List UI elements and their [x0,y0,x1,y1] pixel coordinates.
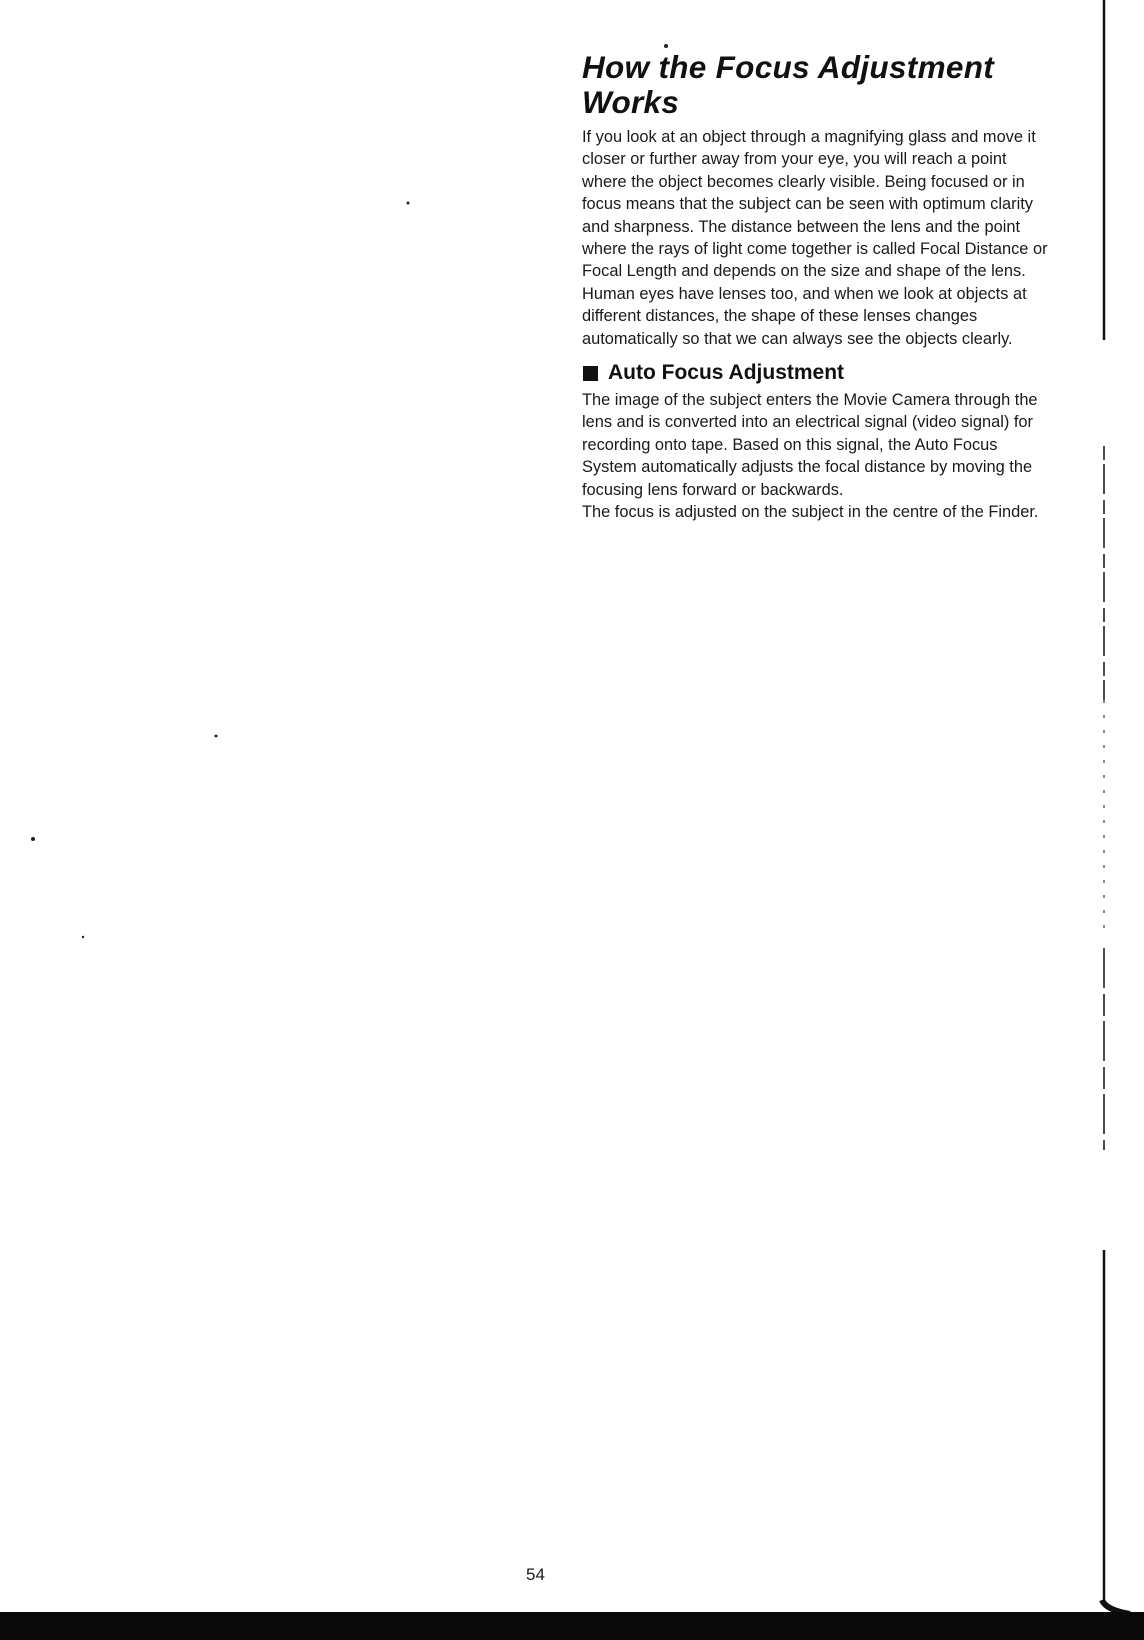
dust-specks [31,44,668,938]
section-heading [582,360,1052,386]
binding-edge-lines [1102,0,1130,1614]
section-paragraph: The focus is adjusted on the subject in the centre of the Finder. [582,503,1039,522]
scan-bottom-edge [0,1612,1144,1640]
page-title: How the Focus Adjustment Works [582,49,995,120]
page-number: 54 [526,1565,545,1584]
square-bullet-icon [583,366,598,381]
intro-paragraph: If you look at an object through a magnifying glass and move it closer or further away from your eye, you will reach a point where the object becomes clearly visible. Being focused or in focus means that the subject can be seen with optimum clarity and sharpness. The distance between the lens and the point where the rays of light come together is called Focal Distance or Focal Length and depends on the size and shape of the lens. [582,128,1048,281]
section-paragraph: The image of the subject enters the Movie Camera through the lens and is converted into an electrical signal (video signal) for recording onto tape. Based on this signal, the Auto Focus System automatically adjusts the focal distance by moving the focusing lens forward or backwards. [582,391,1038,499]
section-text [582,389,1052,523]
section-heading-label: Auto Focus Adjustment [608,361,845,385]
content-column [582,50,1052,524]
intro-text [582,126,1052,350]
intro-paragraph: Human eyes have lenses too, and when we look at objects at different distances, the shape of these lenses changes automatically so that we can always see the objects clearly. [582,284,1027,348]
